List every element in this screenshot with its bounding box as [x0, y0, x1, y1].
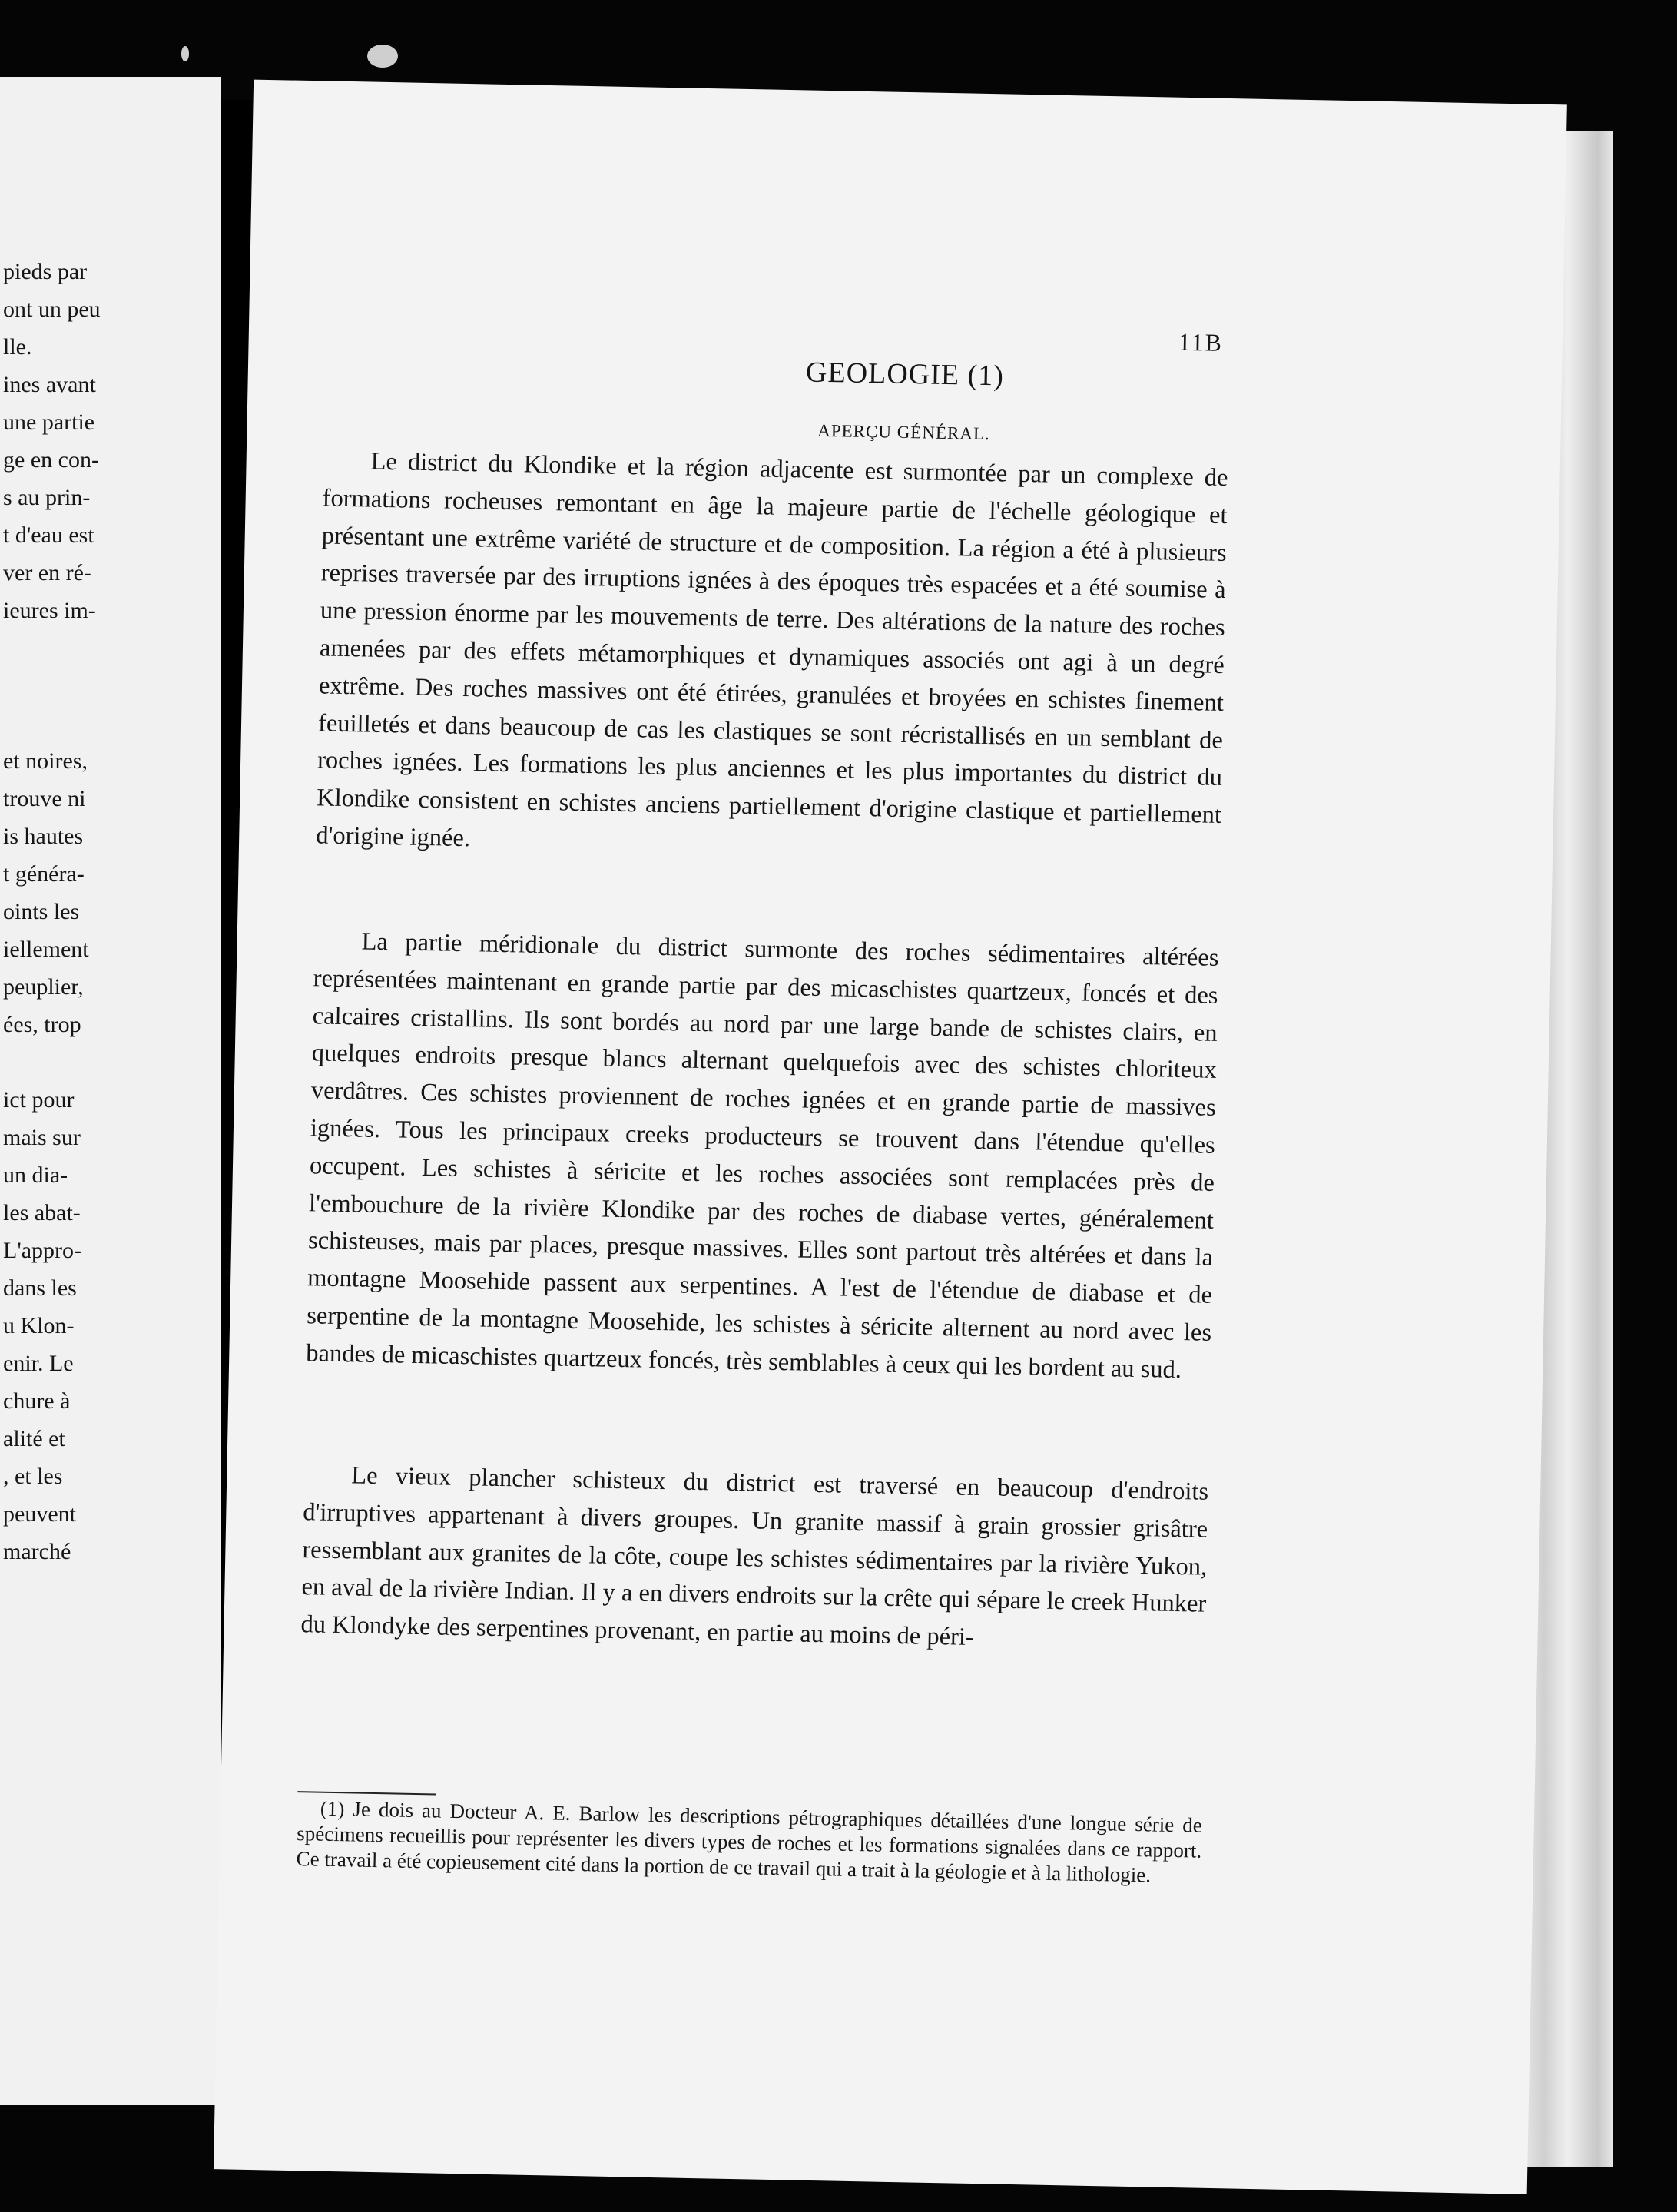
left-page-line: marché	[3, 1539, 71, 1564]
paragraph-block	[300, 1456, 1208, 1661]
paragraph: Le vieux plancher schisteux du district est traversé en beaucoup d'endroits d'irruptives appartenant à divers groupes. Un granite massif à grain grossier grisâtre ressemblant aux granites de la côte, coupe les schistes sédimentaires par la rivière Yukon, en aval de la rivière Indian. Il y a en divers endroits sur la crête qui sépare le creek Hunker du Klondyke des serpentines provenant, en partie au moins de péri-	[300, 1461, 1209, 1652]
left-page-line: ines avant	[3, 372, 96, 397]
footnote-text: (1) Je dois au Docteur A. E. Barlow les descriptions pétrographiques détaillées d'une longue série de spécimens recueillis pour représenter les divers types de roches et les formations signalées dans ce rapport. Ce travail a été copieusement cité dans la portion de ce travail qui a trait à la géologie et à la lithologie.	[296, 1796, 1203, 1887]
footnote-divider	[297, 1791, 436, 1795]
left-page-line: peuplier,	[3, 974, 84, 1000]
page-number: 11B	[1178, 327, 1224, 357]
left-page-line: lle.	[3, 334, 32, 360]
left-page-line: enir. Le	[3, 1351, 74, 1376]
left-page-line: peuvent	[3, 1501, 76, 1527]
left-page-line: iellement	[3, 937, 89, 962]
left-page-line: ge en con-	[3, 447, 99, 473]
left-page-line: alité et	[3, 1426, 65, 1451]
paragraph-block	[316, 442, 1228, 871]
left-facing-page	[0, 77, 221, 2105]
left-page-line: t généra-	[3, 861, 85, 887]
dust-speck	[367, 45, 398, 68]
left-page-line: ieures im-	[3, 598, 96, 623]
paragraph-block	[306, 922, 1219, 1389]
left-page-line: ont un peu	[3, 297, 101, 322]
left-page-line: ict pour	[3, 1087, 75, 1113]
left-page-line: un dia-	[3, 1162, 68, 1188]
left-page-line: pieds par	[3, 259, 88, 284]
left-page-line: une partie	[3, 410, 95, 435]
main-page	[214, 80, 1567, 2194]
left-page-line: oints les	[3, 899, 80, 924]
left-page-line: s au prin-	[3, 485, 91, 510]
left-page-line: , et les	[3, 1464, 63, 1489]
page-title: GEOLOGIE (1)	[805, 356, 1005, 393]
footnote	[296, 1796, 1202, 1889]
left-page-line: les abat-	[3, 1200, 81, 1225]
left-page-line: dans les	[3, 1275, 77, 1301]
left-page-line: chure à	[3, 1388, 71, 1414]
section-heading: APERÇU GÉNÉRAL.	[817, 420, 991, 444]
left-page-line: u Klon-	[3, 1313, 75, 1338]
paragraph: Le district du Klondike et la région adjacente est surmontée par un complexe de formations rocheuses remontant en âge la majeure partie de l'échelle géologique et présentant une extrême variété de structure et de composition. La région a été à plusieurs reprises traversée par des irruptions ignées à des époques très espacées et a été soumise à une pression énorme par les mouvements de terre. Des altérations de la nature des roches amenées par des effets métamorphiques et dynamiques associés ont agi à un degré extrême. Des roches massives ont été étirées, granulées et broyées en schistes finement feuilletés et dans beaucoup de cas les clastiques se sont récristallisés en un semblant de roches ignées. Les formations les plus anciennes et les plus importantes du district du Klondike consistent en schistes anciens partiellement d'origine clastique et partiellement d'origine ignée.	[315, 447, 1228, 853]
left-page-line: ées, trop	[3, 1012, 81, 1037]
paragraph: La partie méridionale du district surmonte des roches sédimentaires altérées représentées maintenant en grande partie par des micaschistes quartzeux, foncés et des calcaires cristallins. Ils sont bordés au nord par une large bande de schistes clairs, en quelques endroits presque blancs alternant quelquefois avec des schistes chloriteux verdâtres. Ces schistes proviennent de roches ignées et en grande partie de massives ignées. Tous les principaux creeks producteurs se trouvent dans l'étendue qu'elles occupent. Les schistes à séricite et les roches associées sont remplacées près de l'embouchure de la rivière Klondike par des roches de diabase vertes, généralement schisteuses, mais par places, presque massives. Elles sont partout très altérées et dans la montagne Moosehide passent aux serpentines. A l'est de l'étendue de diabase et de serpentine de la montagne Moosehide, les schistes à séricite alternent au nord avec les bandes de micaschistes quartzeux foncés, très semblables à ceux qui les bordent au sud.	[306, 927, 1219, 1384]
left-page-line: trouve ni	[3, 786, 86, 811]
dust-speck	[181, 46, 189, 61]
left-page-line: is hautes	[3, 824, 84, 849]
left-page-line: ver en ré-	[3, 560, 91, 585]
left-page-line: t d'eau est	[3, 522, 94, 548]
left-page-line: et noires,	[3, 748, 88, 774]
left-page-line: L'appro-	[3, 1238, 82, 1263]
left-page-line: mais sur	[3, 1125, 81, 1150]
